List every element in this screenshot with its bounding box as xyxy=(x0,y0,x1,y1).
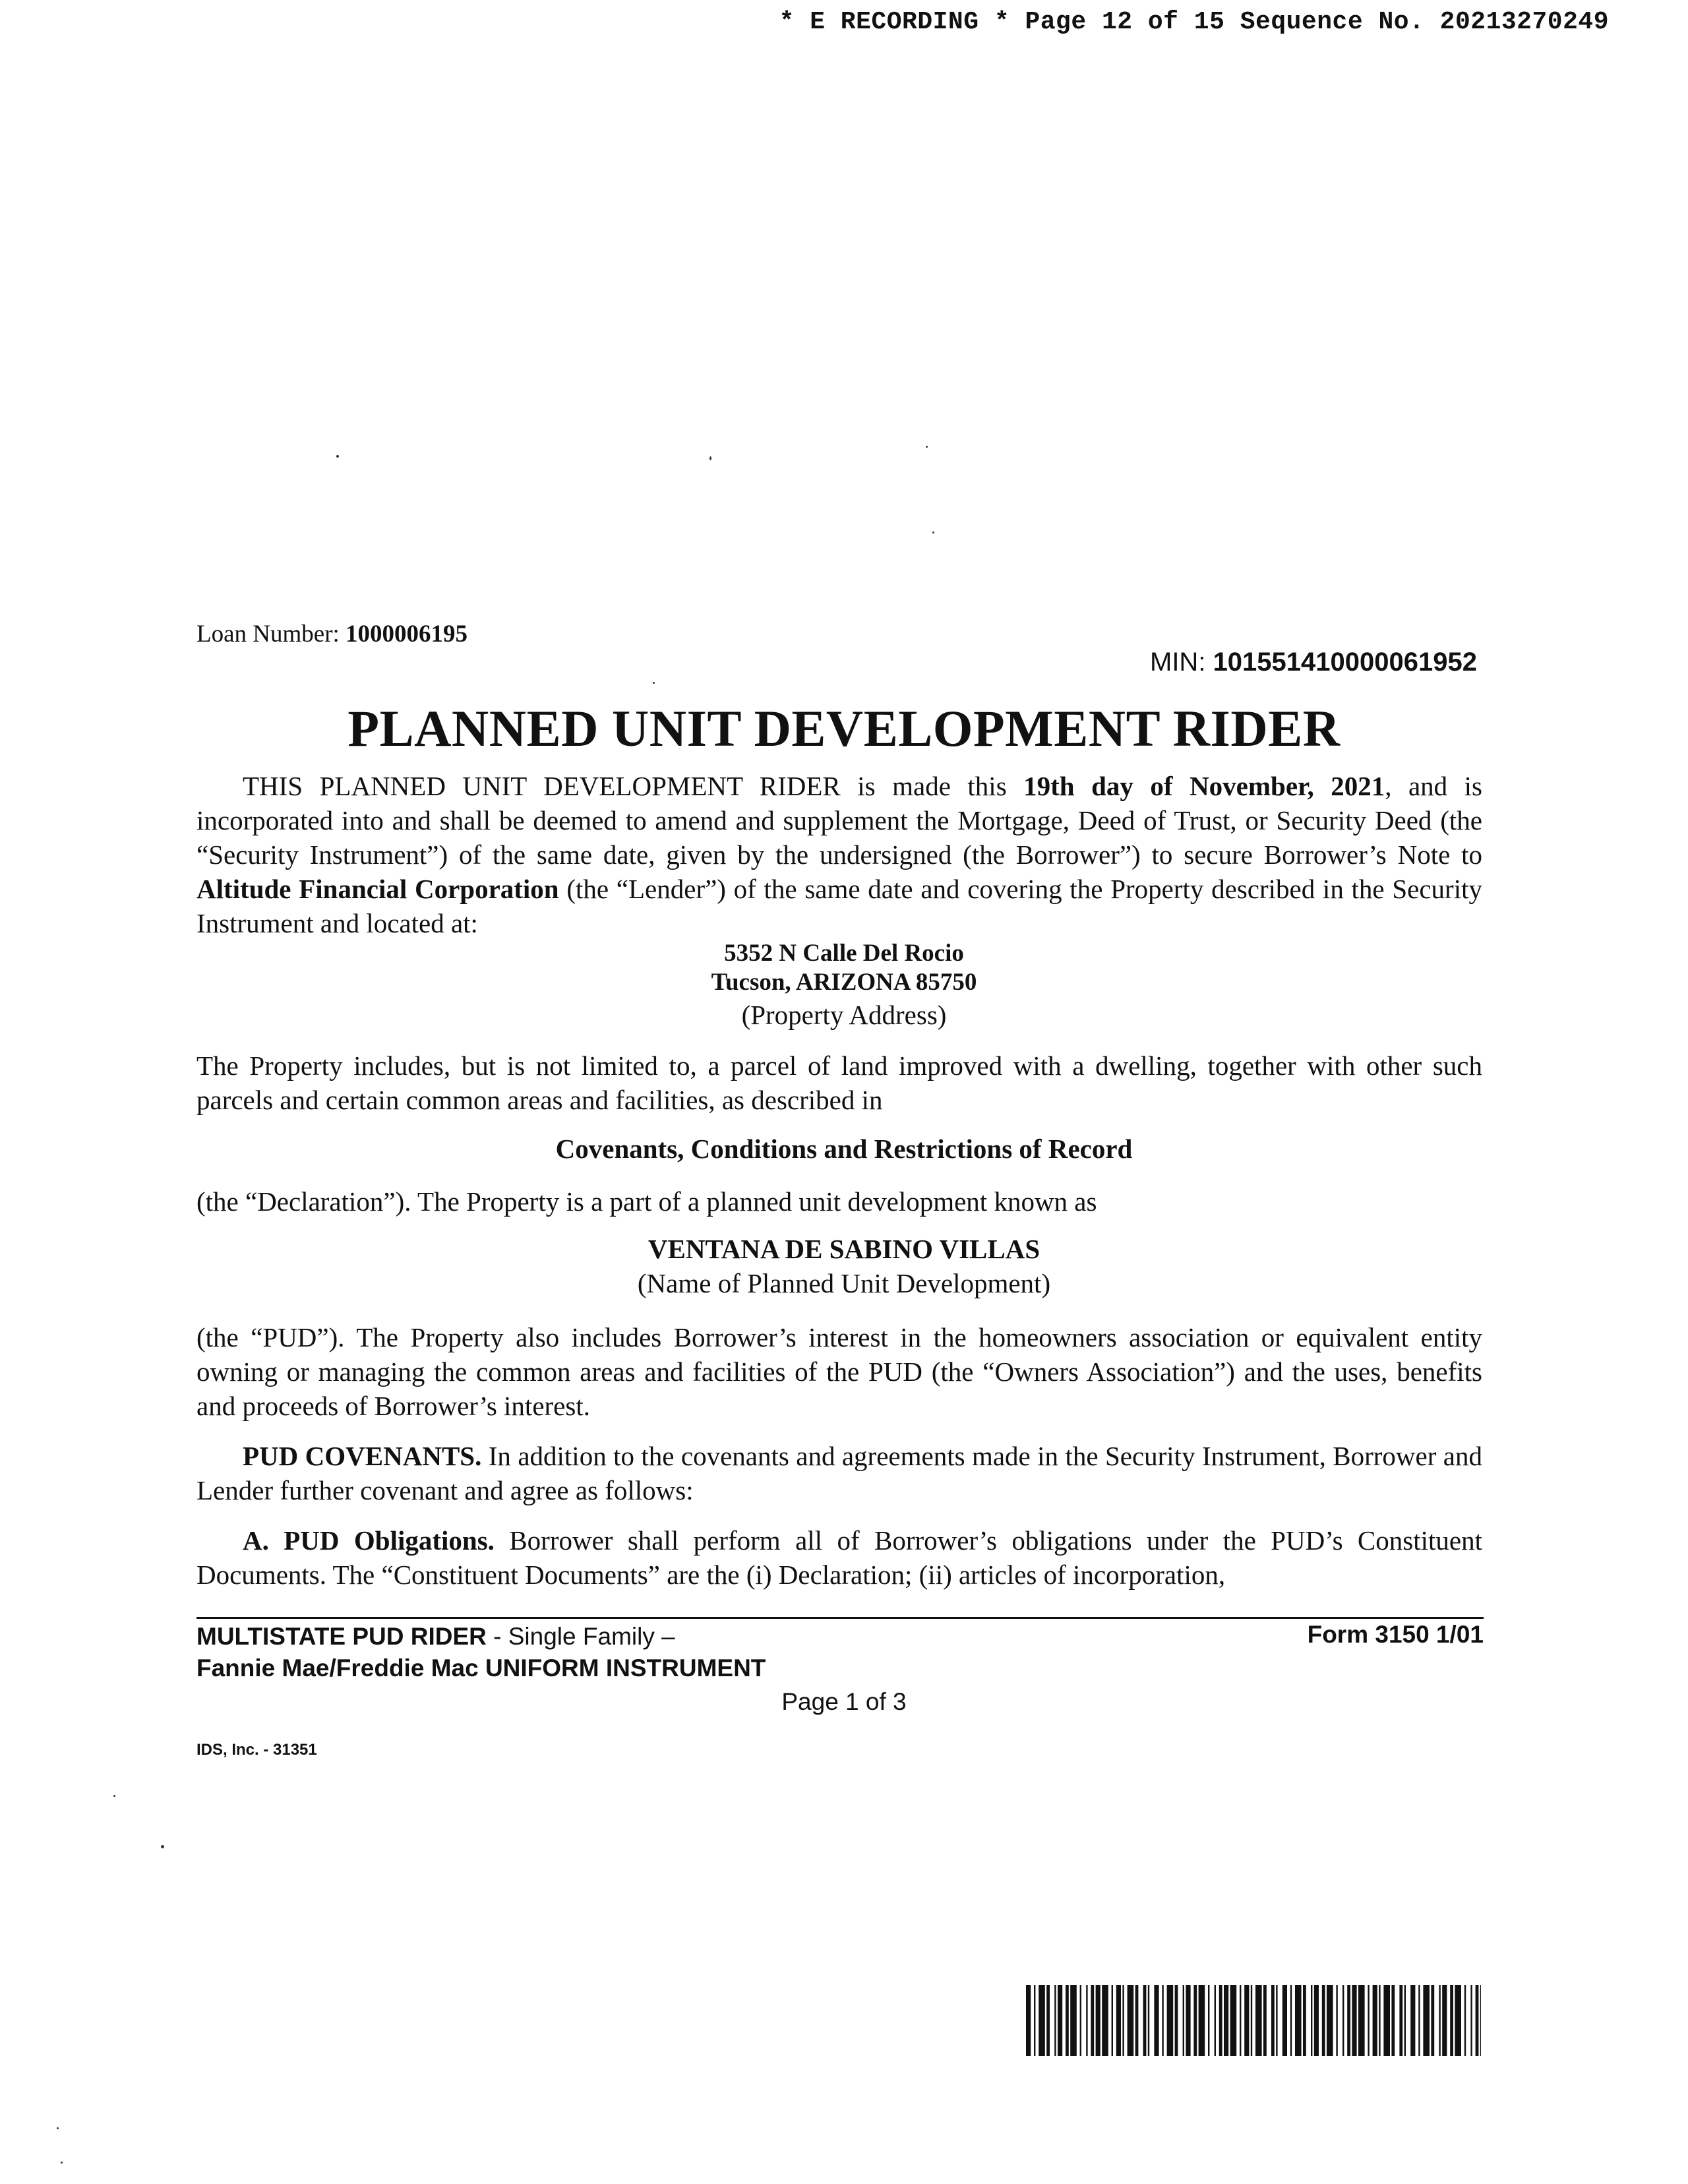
barcode-bar xyxy=(1215,1985,1216,2056)
barcode-bar xyxy=(1230,1985,1237,2056)
barcode-bar xyxy=(1026,1985,1031,2056)
loan-number-label: Loan Number: xyxy=(196,621,340,648)
barcode-bar xyxy=(1208,1985,1209,2056)
barcode-bar xyxy=(1373,1985,1377,2056)
barcode-bar xyxy=(1102,1985,1108,2056)
barcode xyxy=(1026,1985,1481,2056)
min-line xyxy=(1150,648,1477,677)
scan-speck xyxy=(61,2162,63,2164)
barcode-bar xyxy=(1282,1985,1287,2056)
declaration-document-name: Covenants, Conditions and Restrictions of Record xyxy=(555,1134,1133,1164)
form-name-bold: MULTISTATE PUD RIDER xyxy=(196,1623,487,1650)
loan-number-value: 1000006195 xyxy=(346,621,468,648)
barcode-bar xyxy=(1224,1985,1228,2056)
pud-covenants-text: In addition to the covenants and agreements made in the Security Instrument, Borrower and Lender further covenant and agree as follows: xyxy=(196,1441,1482,1505)
barcode-bar xyxy=(1295,1985,1302,2056)
barcode-bar xyxy=(1039,1985,1045,2056)
barcode-bar xyxy=(1135,1985,1139,2056)
property-address-line2: Tucson, ARIZONA 85750 xyxy=(711,969,977,996)
barcode-bar xyxy=(1112,1985,1113,2056)
barcode-bar xyxy=(1086,1985,1087,2056)
barcode-bar xyxy=(1244,1985,1249,2056)
barcode-bar xyxy=(1450,1985,1453,2056)
barcode-bar xyxy=(1455,1985,1461,2056)
intro-text-2: , and is incorporated into and shall be deemed to amend and supplement the Mortgage, Deed of Trust, or Security Deed (the “Security Instrument”) of the same date, given by the undersigned (the Borrower”) to secure Borrower’s Note to xyxy=(196,771,1483,870)
barcode-bar xyxy=(1290,1985,1292,2056)
barcode-bar xyxy=(1383,1985,1390,2056)
barcode-bar xyxy=(1199,1985,1205,2056)
barcode-bar xyxy=(1336,1985,1337,2056)
lender-name: Altitude Financial Corporation xyxy=(196,874,559,904)
property-address-line1: 5352 N Calle Del Rocio xyxy=(724,940,964,967)
scan-speck xyxy=(926,446,928,448)
scan-speck xyxy=(653,682,655,684)
pud-definition-paragraph: (the “PUD”). The Property also includes Borrower’s interest in the homeowners association or equivalent entity owning or managing the common areas and facilities of the PUD (the “Owners Association”) and the uses, benefits and proceeds of Borrower’s interest. xyxy=(196,1322,1482,1421)
barcode-bar xyxy=(1418,1985,1420,2056)
loan-number-line xyxy=(196,620,467,648)
barcode-bar xyxy=(1080,1985,1081,2056)
barcode-bar xyxy=(1116,1985,1121,2056)
barcode-bar xyxy=(1143,1985,1147,2056)
pud-covenants-heading: PUD COVENANTS. xyxy=(243,1441,482,1471)
form-name xyxy=(196,1621,766,1684)
barcode-bar xyxy=(1183,1985,1184,2056)
barcode-bar xyxy=(1240,1985,1241,2056)
barcode-bar xyxy=(1066,1985,1069,2056)
intro-text-3: (the “Lender”) of the same date and covering the Property described in the Security Instrument and located at: xyxy=(196,874,1482,938)
barcode-bar xyxy=(1303,1985,1306,2056)
barcode-bar xyxy=(1175,1985,1178,2056)
barcode-bar xyxy=(1046,1985,1050,2056)
recording-header: * E RECORDING * Page 12 of 15 Sequence No. 20213270249 xyxy=(779,8,1609,36)
barcode-bar xyxy=(1162,1985,1163,2056)
min-value: 101551410000061952 xyxy=(1213,648,1477,677)
barcode-bar xyxy=(1347,1985,1350,2056)
barcode-bar xyxy=(1379,1985,1380,2056)
footer-rule xyxy=(196,1617,1484,1619)
barcode-bar xyxy=(1219,1985,1222,2056)
barcode-bar xyxy=(1442,1985,1447,2056)
barcode-bar xyxy=(1263,1985,1267,2056)
barcode-bar xyxy=(1470,1985,1472,2056)
scan-speck xyxy=(57,2127,59,2129)
section-a-paragraph xyxy=(196,1523,1482,1592)
barcode-bar xyxy=(1122,1985,1124,2056)
barcode-bar xyxy=(1322,1985,1325,2056)
rider-date: 19th day of November, 2021 xyxy=(1023,771,1385,801)
scan-speck xyxy=(932,531,934,533)
barcode-bar xyxy=(1314,1985,1319,2056)
barcode-bar xyxy=(1311,1985,1312,2056)
barcode-bar xyxy=(1154,1985,1159,2056)
section-a-text: Borrower shall perform all of Borrower’s obligations under the PUD’s Constituent Documents. The “Constituent Documents” are the (i) Declaration; (ii) articles of incorporation, xyxy=(196,1525,1482,1590)
ids-footer: IDS, Inc. - 31351 xyxy=(196,1741,317,1759)
barcode-bar xyxy=(1276,1985,1277,2056)
barcode-bar xyxy=(1327,1985,1333,2056)
barcode-bar xyxy=(1391,1985,1395,2056)
pud-name-caption: (Name of Planned Unit Development) xyxy=(637,1268,1051,1298)
barcode-bar xyxy=(1423,1985,1430,2056)
barcode-bar xyxy=(1186,1985,1190,2056)
barcode-bar xyxy=(1352,1985,1356,2056)
scan-speck xyxy=(113,1795,115,1797)
intro-text-1: THIS PLANNED UNIT DEVELOPMENT RIDER is made this xyxy=(243,771,1024,801)
form-name-rest: - Single Family – xyxy=(486,1623,675,1650)
property-includes-paragraph: The Property includes, but is not limited to, a parcel of land improved with a dwelling, together with other such parcels and certain common areas and facilities, as described in xyxy=(196,1050,1482,1115)
barcode-bar xyxy=(1034,1985,1035,2056)
barcode-bar xyxy=(1148,1985,1149,2056)
barcode-bar xyxy=(1404,1985,1406,2056)
barcode-bar xyxy=(1399,1985,1402,2056)
barcode-bar xyxy=(1431,1985,1434,2056)
barcode-bar xyxy=(1251,1985,1252,2056)
declaration-line: (the “Declaration”). The Property is a part of a planned unit development known as xyxy=(196,1186,1097,1217)
property-address-caption: (Property Address) xyxy=(741,1000,947,1030)
form-number: Form 3150 1/01 xyxy=(1307,1621,1484,1648)
barcode-bar xyxy=(1193,1985,1197,2056)
intro-paragraph xyxy=(196,769,1482,940)
barcode-bar xyxy=(1255,1985,1262,2056)
barcode-bar xyxy=(1167,1985,1174,2056)
section-a-heading: A. PUD Obligations. xyxy=(243,1525,495,1556)
min-label: MIN: xyxy=(1150,648,1206,677)
scan-speck xyxy=(336,455,339,458)
barcode-bar xyxy=(1054,1985,1056,2056)
barcode-bar xyxy=(1464,1985,1466,2056)
barcode-bar xyxy=(1358,1985,1365,2056)
barcode-bar xyxy=(1439,1985,1440,2056)
barcode-bar xyxy=(1480,1985,1481,2056)
barcode-bar xyxy=(1096,1985,1100,2056)
scan-speck xyxy=(161,1845,164,1848)
pud-covenants-paragraph xyxy=(196,1439,1482,1507)
page-number: Page 1 of 3 xyxy=(781,1688,907,1715)
pud-name: VENTANA DE SABINO VILLAS xyxy=(648,1234,1040,1264)
barcode-bar xyxy=(1091,1985,1094,2056)
barcode-bar xyxy=(1070,1985,1077,2056)
barcode-bar xyxy=(1271,1985,1275,2056)
barcode-bar xyxy=(1128,1985,1134,2056)
document-title: PLANNED UNIT DEVELOPMENT RIDER xyxy=(347,700,1341,757)
scan-speck xyxy=(709,456,711,460)
barcode-bar xyxy=(1476,1985,1479,2056)
barcode-bar xyxy=(1342,1985,1344,2056)
form-name-line2: Fannie Mae/Freddie Mac UNIFORM INSTRUMENT xyxy=(196,1654,766,1682)
barcode-bar xyxy=(1368,1985,1369,2056)
barcode-bar xyxy=(1410,1985,1415,2056)
barcode-bar xyxy=(1058,1985,1062,2056)
